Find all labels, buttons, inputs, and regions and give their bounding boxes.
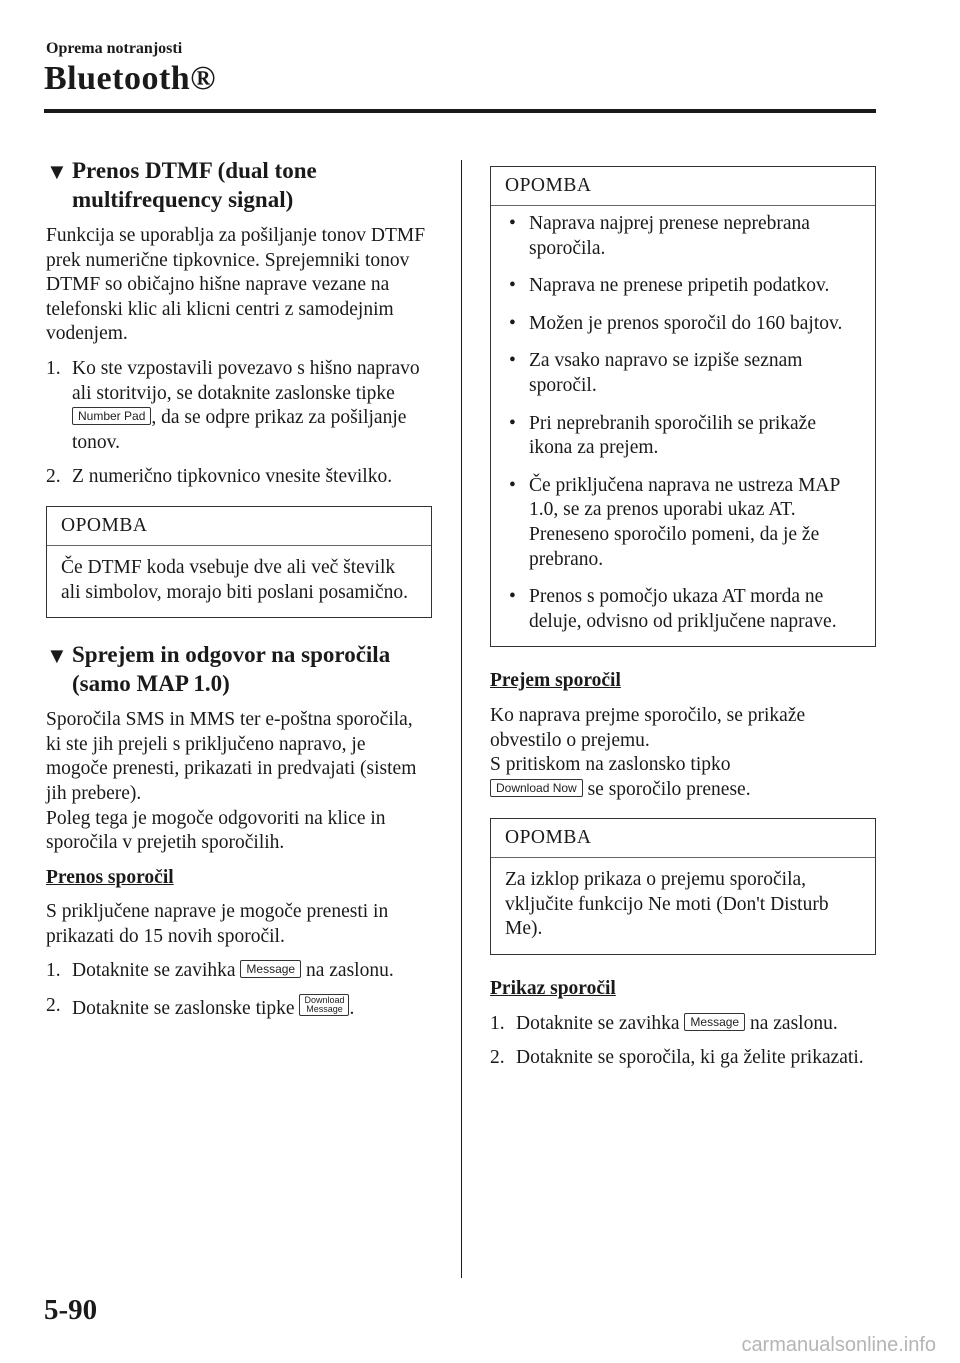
header-divider bbox=[44, 109, 876, 113]
subhead-prikaz: Prikaz sporočil bbox=[490, 978, 616, 1000]
triangle-marker-icon: ▼ bbox=[46, 159, 68, 184]
right-column bbox=[490, 166, 876, 1081]
prejem-para-1: Ko naprava prejme sporočilo, se prikaže obvestilo o prejemu. bbox=[490, 704, 806, 751]
prikaz-step-1: 1. Dotaknite se zavihka Message na zaslonu. bbox=[490, 1012, 838, 1034]
note-title: OPOMBA bbox=[47, 507, 431, 546]
note-title: OPOMBA bbox=[491, 167, 875, 206]
prenos-para: S priključene naprave je mogoče prenesti in prikazati do 15 novih sporočil. bbox=[46, 901, 389, 947]
section-label: Oprema notranjosti bbox=[46, 40, 183, 57]
list-item: • Prenos s pomočjo ukaza AT morda ne deluje, odvisno od priključene naprave. bbox=[505, 585, 861, 634]
list-item: • Pri neprebranih sporočilih se prikaže ikona za prejem. bbox=[505, 412, 861, 461]
triangle-marker-icon: ▼ bbox=[46, 643, 68, 669]
subhead-prejem: Prejem sporočil bbox=[490, 670, 621, 692]
note-body: Za izklop prikaza o prejemu sporočila, vključite funkcijo Ne moti (Don't Disturb Me). bbox=[505, 869, 829, 940]
prejem-para-2: S pritiskom na zaslonsko tipko Download Now se sporočilo prenese. bbox=[490, 754, 751, 800]
dtmf-intro: Funkcija se uporablja za pošiljanje tonov DTMF prek numerične tipkovnice. Sprejemniki tonov DTMF so običajno hišne naprave vezane na telefonski klic ali klicni centri z samodejnim vodenjem. bbox=[46, 225, 426, 345]
dtmf-step-2: 2. Z numerično tipkovnico vnesite številko. bbox=[46, 466, 393, 488]
dont-disturb-note bbox=[490, 818, 876, 955]
page-number: 5-90 bbox=[44, 1294, 98, 1326]
list-item: • Za vsako napravo se izpiše seznam sporočil. bbox=[505, 349, 861, 398]
left-column bbox=[46, 156, 432, 1032]
receive-intro-2: Poleg tega je mogoče odgovoriti na klice in sporočila v prejetih sporočilih. bbox=[46, 807, 386, 854]
dtmf-heading: ▼ Prenos DTMF (dual tone multifrequency signal) bbox=[46, 158, 317, 212]
prikaz-step-2: 2. Dotaknite se sporočila, ki ga želite prikazati. bbox=[490, 1047, 864, 1069]
number-pad-key[interactable]: Number Pad bbox=[72, 407, 151, 425]
dtmf-step-1: 1. Ko ste vzpostavili povezavo s hišno napravo ali storitvijo, se dotaknite zaslonske tipke Number Pad , da se odpre prikaz za pošiljanje tonov. bbox=[46, 357, 420, 453]
message-tab-key[interactable]: Message bbox=[684, 1013, 745, 1031]
message-tab-key[interactable]: Message bbox=[240, 960, 301, 978]
note-body: Če DTMF koda vsebuje dve ali več številk ali simbolov, morajo biti poslani posamično. bbox=[61, 556, 408, 603]
receive-heading: ▼ Sprejem in odgovor na sporočila (samo MAP 1.0) bbox=[46, 642, 391, 697]
message-note bbox=[490, 166, 876, 647]
download-now-key[interactable]: Download Now bbox=[490, 779, 583, 797]
prenos-step-1: 1. Dotaknite se zavihka Message na zaslonu. bbox=[46, 960, 394, 982]
note-bullet-list bbox=[491, 206, 875, 646]
column-divider bbox=[461, 160, 462, 1278]
note-title: OPOMBA bbox=[491, 819, 875, 858]
page-title: Bluetooth® bbox=[44, 60, 217, 97]
download-message-key[interactable]: Download Message bbox=[299, 994, 349, 1016]
receive-intro-1: Sporočila SMS in MMS ter e-poštna sporočila, ki ste jih prejeli s priključeno napravo, je mogoče prenesti, prikazati in predvajati (sistem jih prebere). bbox=[46, 709, 417, 804]
list-item: • Naprava ne prenese pripetih podatkov. bbox=[505, 274, 861, 299]
watermark: carmanualsonline.info bbox=[741, 1334, 936, 1356]
dtmf-note bbox=[46, 506, 432, 618]
subhead-prenos: Prenos sporočil bbox=[46, 866, 174, 888]
list-item: • Če priključena naprava ne ustreza MAP 1.0, se za prenos uporabi ukaz AT. Preneseno sporočilo pomeni, da je že prebrano. bbox=[505, 474, 861, 572]
list-item: • Možen je prenos sporočil do 160 bajtov. bbox=[505, 312, 861, 337]
prenos-step-2: 2. Dotaknite se zaslonske tipke Download Message . bbox=[46, 995, 355, 1020]
list-item: • Naprava najprej prenese neprebrana sporočila. bbox=[505, 212, 861, 261]
